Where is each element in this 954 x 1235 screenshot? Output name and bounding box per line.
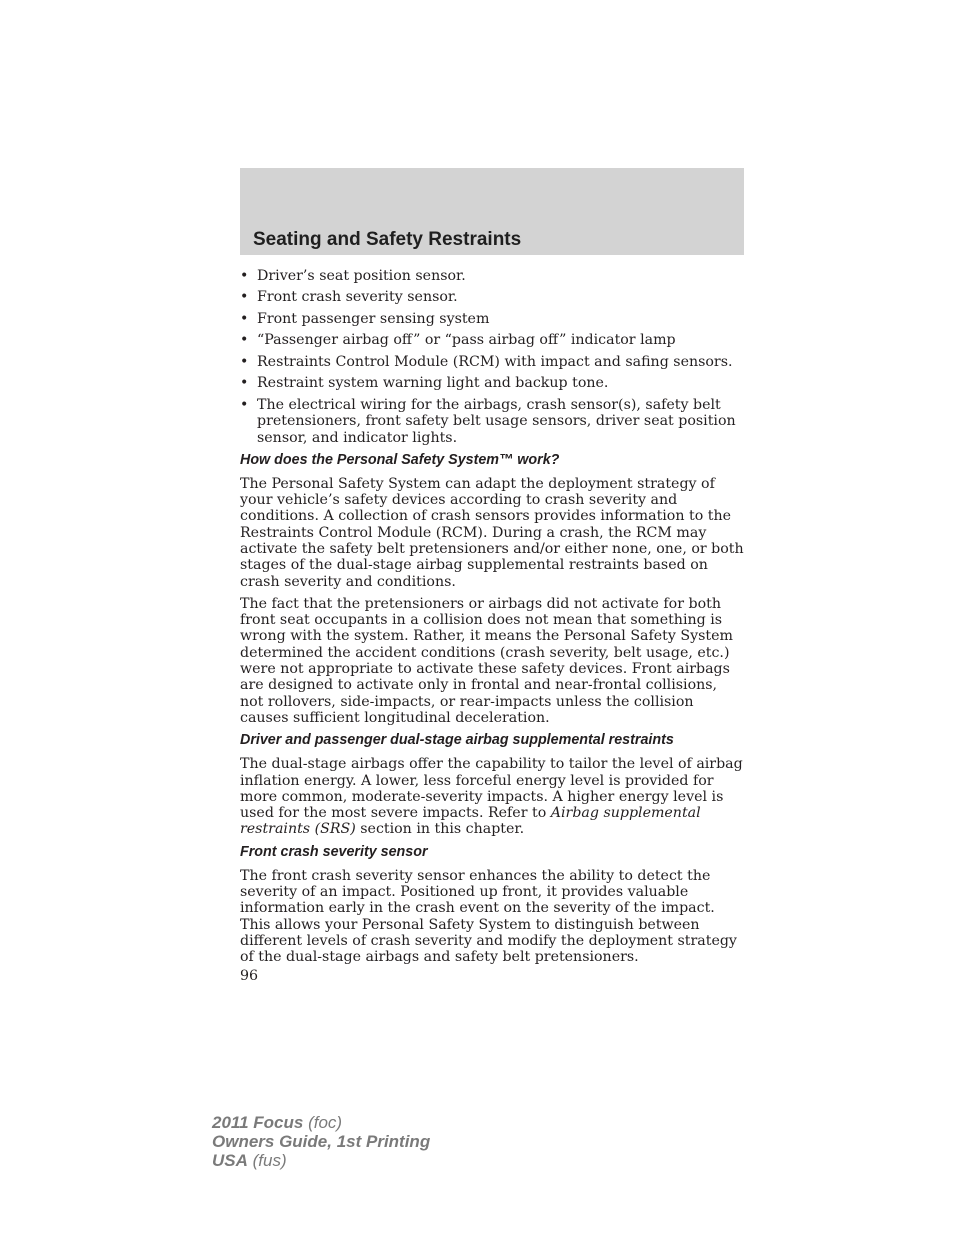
bullet-icon: • bbox=[240, 353, 249, 370]
bullet-icon: • bbox=[240, 310, 249, 327]
cross-reference: Airbag supplemental restraints (SRS) bbox=[240, 805, 701, 838]
paragraph: The Personal Safety System can adapt the deployment strategy of your vehicle’s safety devices according to crash severity and conditions. A collection of crash sensors provides information to the Restraints Control Module (RCM). During a crash, the RCM may activate the safety belt pretensioners and/or either none, one, or both stages of the dual-stage airbag supplemental restraints based on crash severity and conditions. bbox=[240, 475, 744, 590]
paragraph: The dual-stage airbags offer the capability to tailor the level of airbag inflation energy. A lower, less forceful energy level is provided for more common, moderate-severity impacts. A higher energy level is used for the most severe impacts. Refer to Airbag supplemental restraints (SRS) section in this chapter. bbox=[240, 756, 743, 838]
section-header-band bbox=[240, 168, 744, 255]
heading-front-crash-sensor: Front crash severity sensor bbox=[240, 843, 428, 860]
bullet-icon: • bbox=[240, 332, 249, 349]
footer-line: 2011 Focus (foc) bbox=[212, 1113, 343, 1132]
paragraph: The front crash severity sensor enhances the ability to detect the severity of an impact. Positioned up front, it provides valuable information early in the crash event on the severity of the impact. This allows your Personal Safety System to distinguish between different levels of crash severity and modify the deployment strategy of the dual-stage airbags and safety belt pretensioners. bbox=[240, 867, 737, 966]
list-item: • Restraint system warning light and backup tone. bbox=[240, 375, 609, 392]
footer-line: Owners Guide, 1st Printing bbox=[212, 1132, 431, 1151]
heading-how-it-works: How does the Personal Safety System™ work? bbox=[240, 451, 560, 468]
bullet-icon: • bbox=[240, 375, 249, 392]
page-number: 96 bbox=[240, 967, 259, 984]
list-item: • “Passenger airbag off” or “pass airbag off” indicator lamp bbox=[240, 332, 676, 349]
page-content bbox=[240, 268, 744, 984]
section-title: Seating and Safety Restraints bbox=[253, 229, 522, 250]
list-item: • Restraints Control Module (RCM) with impact and safing sensors. bbox=[240, 353, 733, 370]
document-footer bbox=[212, 1113, 430, 1170]
bullet-icon: • bbox=[240, 289, 249, 306]
component-list bbox=[240, 268, 744, 446]
list-item: • Front crash severity sensor. bbox=[240, 289, 458, 306]
bullet-icon: • bbox=[240, 396, 249, 413]
bullet-icon: • bbox=[240, 268, 249, 284]
footer-line: USA (fus) bbox=[212, 1151, 287, 1170]
list-item: • The electrical wiring for the airbags, crash sensor(s), safety belt pretensioners, front safety belt usage sensors, driver seat position sensor, and indicator lights. bbox=[240, 396, 736, 446]
list-item: • Front passenger sensing system bbox=[240, 310, 490, 327]
paragraph: The fact that the pretensioners or airbags did not activate for both front seat occupants in a collision does not mean that something is wrong with the system. Rather, it means the Personal Safety System determined the accident conditions (crash severity, belt usage, etc.) were not appropriate to activate these safety devices. Front airbags are designed to activate only in frontal and near-frontal collisions, not rollovers, side-impacts, or rear-impacts unless the collision causes sufficient longitudinal deceleration. bbox=[240, 595, 733, 726]
list-item: • Driver’s seat position sensor. bbox=[240, 268, 466, 284]
heading-dual-stage-airbags: Driver and passenger dual-stage airbag supplemental restraints bbox=[240, 732, 674, 749]
